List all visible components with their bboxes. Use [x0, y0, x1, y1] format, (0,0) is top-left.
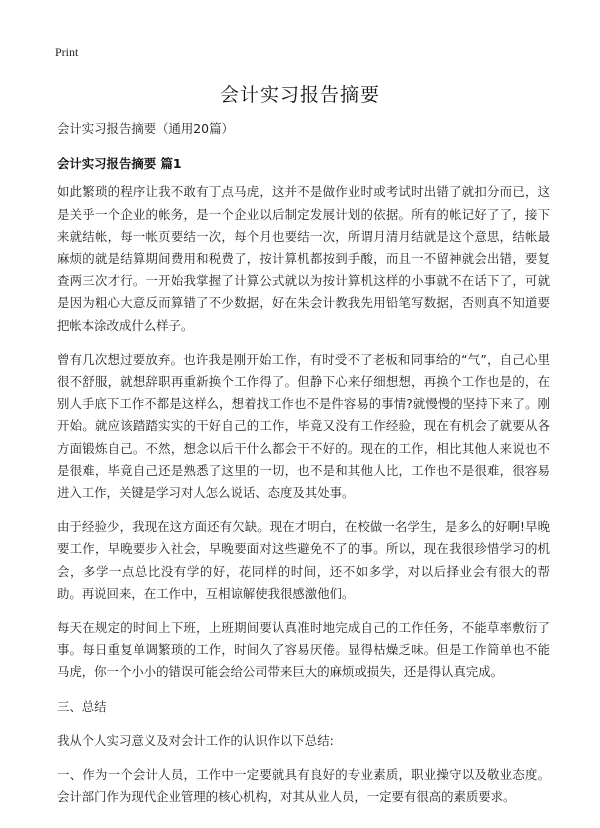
print-link[interactable]: Print [55, 45, 79, 59]
summary-heading: 三、总结 [57, 698, 107, 714]
document-body [57, 118, 550, 820]
paragraph: 如此繁琐的程序让我不敢有丁点马虎，这并不是做作业时或考试时出错了就扣分而已，这是关乎一个企业的帐务，是一个企业以后制定发展计划的依据。所有的帐记好了了，接下来就结帐，每一帐页要结一次，每个月也要结一次，所谓月清月结就是这个意思，结帐最麻烦的就是结算期间费用和税费了，按计算机都按到手酸，而且一不留神就会出错，要复查两三次才行。一开始我掌握了计算公式就以为按计算机这样的小事就不在话下了，可就是因为粗心大意反而算错了不少数据，好在朱会计教我先用铅笔写数据，否则真不知道要把帐本涂改成什么样子。 [57, 184, 550, 333]
document-subtitle: 会计实习报告摘要（通用20篇） [57, 121, 234, 136]
section-heading: 会计实习报告摘要 篇1 [57, 156, 182, 172]
paragraph: 每天在规定的时间上下班，上班期间要认真准时地完成自己的工作任务，不能草率敷衍了事。每日重复单调繁琐的工作，时间久了容易厌倦。显得枯燥乏味。但是工作简单也不能马虎，你一个小小的错误可能会给公司带来巨大的麻烦或损失，还是得认真完成。 [57, 620, 550, 680]
paragraph: 一、作为一个会计人员，工作中一定要就具有良好的专业素质，职业操守以及敬业态度。会计部门作为现代企业管理的核心机构，对其从业人员，一定要有很高的素质要求。 [57, 767, 550, 805]
document-title: 会计实习报告摘要 [219, 84, 380, 106]
paragraph: 由于经验少，我现在这方面还有欠缺。现在才明白，在校做一名学生，是多么的好啊!早晚要工作，早晚要步入社会，早晚要面对这些避免不了的事。所以，现在我很珍惜学习的机会，多学一点总比没有学的好，花同样的时间，还不如多学，对以后择业会有很大的帮助。再说回来，在工作中，互相谅解使我很感激他们。 [57, 519, 550, 601]
paragraph: 我从个人实习意义及对会计工作的认识作以下总结: [57, 732, 334, 748]
paragraph: 曾有几次想过要放弃。也许我是刚开始工作，有时受不了老板和同事给的“气”，自己心里很不舒服，就想辞职再重新换个工作得了。但静下心来仔细想想，再换个工作也是的，在别人手底下工作不都是这样么，想着找工作也不是件容易的事情?就慢慢的坚持下来了。刚开始。就应该踏踏实实的干好自己的工作，毕竟又没有工作经验，现在有机会了就要从各方面锻炼自己。不然，想念以后干什么都会干不好的。现在的工作，相比其他人来说也不是很难，毕竟自己还是熟悉了这里的一切，也不是和其他人比，工作也不是很难，很容易进入工作，关键是学习对人怎么说话、态度及其处事。 [57, 351, 550, 501]
